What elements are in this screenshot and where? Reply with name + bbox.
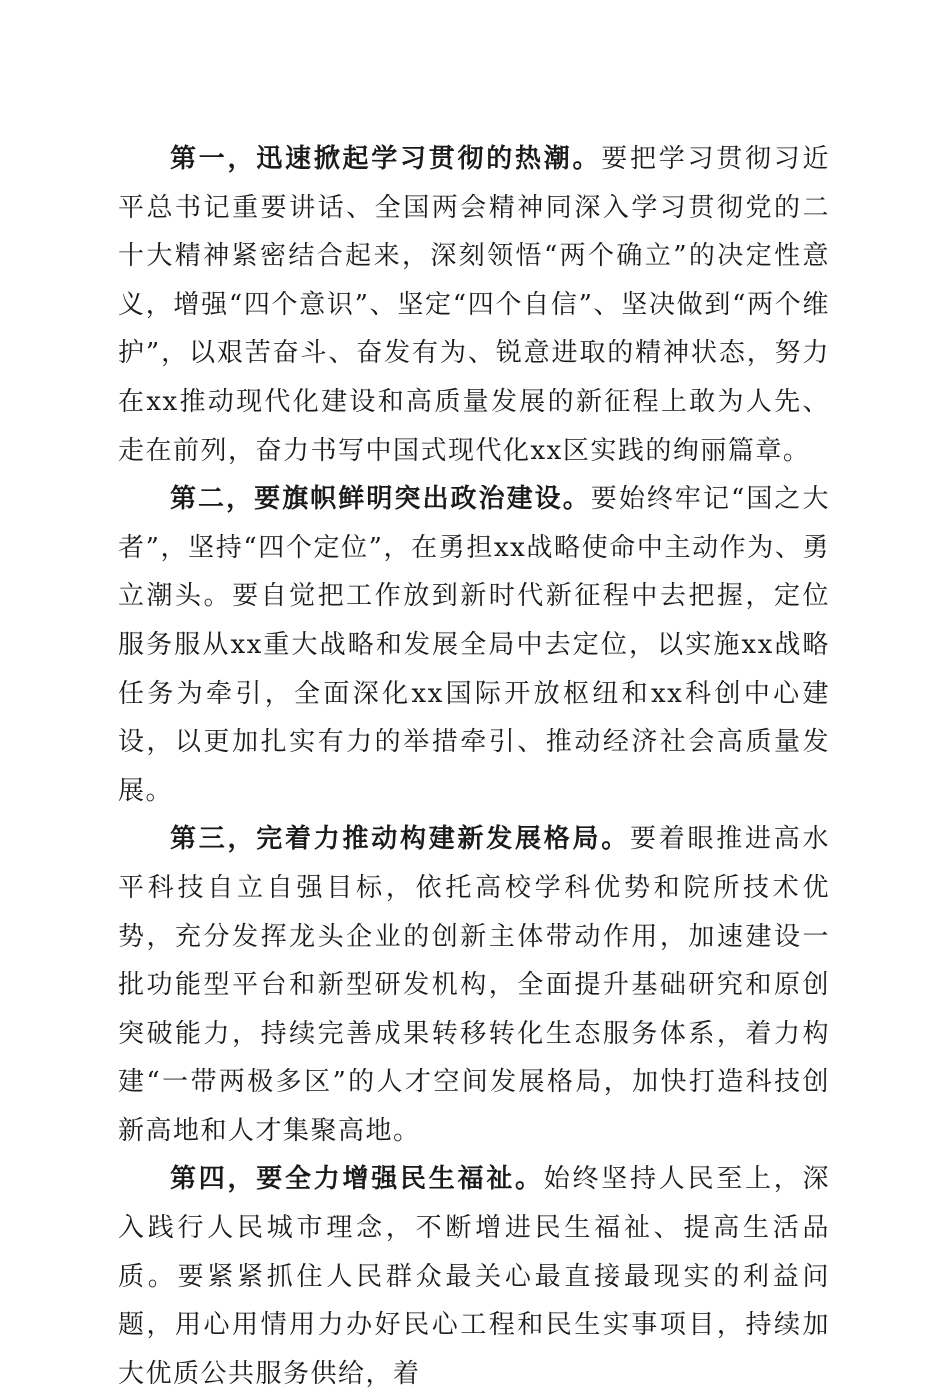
paragraph-3 [118, 815, 830, 1155]
paragraph-4-text: 始终坚持人民至上，深入践行人民城市理念，不断增进民生福祉、提高生活品质。要紧紧抓住人民群众最关心最直接最现实的利益问题，用心用情用力办好民心工程和民生实事项目，持续加大优质公共服务供给，着 [118, 1164, 830, 1389]
paragraph-2-heading: 第二，要旗帜鲜明突出政治建设。 [170, 484, 591, 515]
document-body [118, 135, 830, 1398]
paragraph-1 [118, 135, 830, 475]
paragraph-4 [118, 1155, 830, 1398]
paragraph-1-heading: 第一，迅速掀起学习贯彻的热潮。 [170, 144, 602, 174]
paragraph-2-text: 要始终牢记“国之大者”，坚持“四个定位”，在勇担xx战略使命中主动作为、勇立潮头。要自觉把工作放到新时代新征程中去把握，定位服务服从xx重大战略和发展全局中去定位，以实施xx战略任务为牵引，全面深化xx国际开放枢纽和xx科创中心建设，以更加扎实有力的举措牵引、推动经济社会高质量发展。 [118, 484, 830, 806]
paragraph-2 [118, 475, 830, 815]
paragraph-3-text: 要着眼推进高水平科技自立自强目标，依托高校学科优势和院所技术优势，充分发挥龙头企业的创新主体带动作用，加速建设一批功能型平台和新型研发机构，全面提升基础研究和原创突破能力，持续完善成果转移转化生态服务体系，着力构建“一带两极多区”的人才空间发展格局，加快打造科技创新高地和人才集聚高地。 [118, 824, 830, 1146]
paragraph-4-heading: 第四，要全力增强民生福祉。 [170, 1164, 544, 1195]
paragraph-1-text: 要把学习贯彻习近平总书记重要讲话、全国两会精神同深入学习贯彻党的二十大精神紧密结合起来，深刻领悟“两个确立”的决定性意义，增强“四个意识”、坚定“四个自信”、坚决做到“两个维护”，以艰苦奋斗、奋发有为、锐意进取的精神状态，努力在xx推动现代化建设和高质量发展的新征程上敢为人先、走在前列，奋力书写中国式现代化xx区实践的绚丽篇章。 [118, 144, 830, 466]
paragraph-3-heading: 第三，完着力推动构建新发展格局。 [170, 824, 630, 855]
